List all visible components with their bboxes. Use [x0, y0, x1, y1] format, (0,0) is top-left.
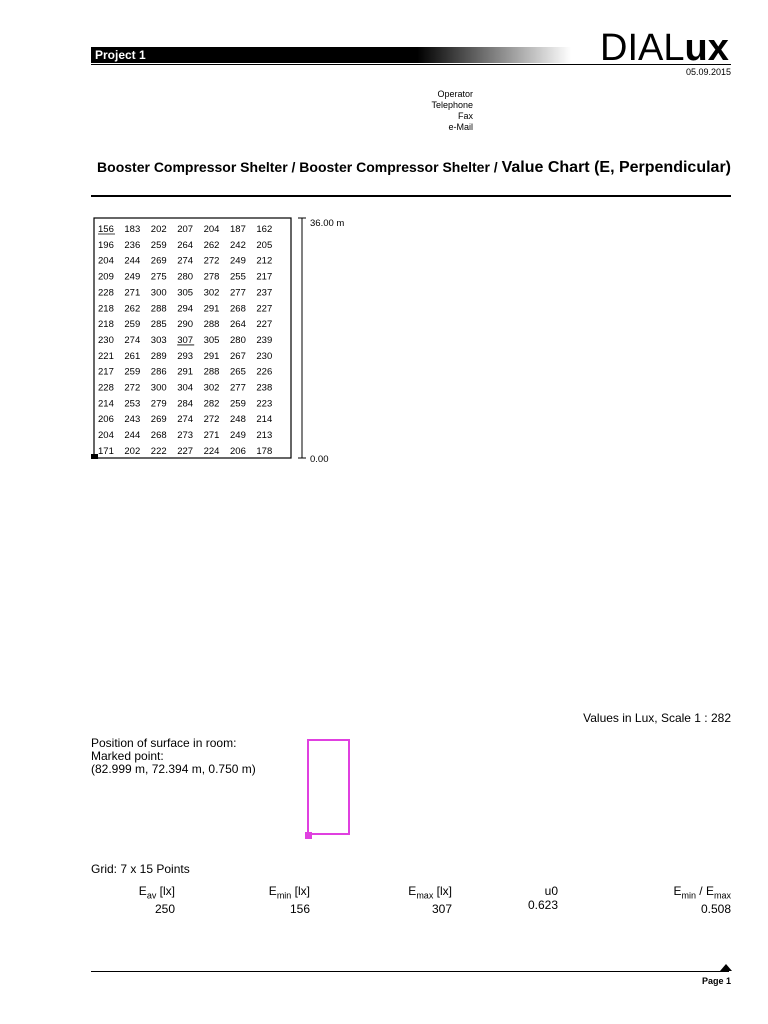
report-date: 05.09.2015	[685, 67, 731, 77]
chart-cell-value: 206	[230, 445, 246, 457]
chart-cell-value: 227	[256, 319, 273, 331]
chart-cell-value: 285	[150, 319, 167, 331]
chart-cell-value: 204	[203, 224, 220, 235]
value-chart	[88, 212, 368, 474]
chart-cell-value: 272	[203, 414, 220, 426]
value-grid	[98, 224, 272, 457]
chart-cell-value: 259	[230, 398, 246, 410]
chart-cell-value: 217	[256, 271, 273, 283]
chart-cell-value: 274	[124, 334, 141, 346]
scale-bottom-label: 0.00	[310, 454, 329, 465]
chart-cell-value: 269	[150, 255, 167, 267]
chart-cell-value: 218	[98, 303, 114, 315]
chart-cell-value: 288	[203, 366, 220, 378]
chart-cell-value: 214	[98, 398, 114, 410]
chart-cell-value: 286	[150, 366, 167, 378]
chart-cell-value: 268	[150, 430, 167, 442]
chart-cell-value: 205	[256, 239, 273, 251]
chart-cell-value: 271	[124, 287, 141, 299]
fax-label: Fax	[457, 111, 473, 121]
chart-cell-value: 280	[177, 271, 194, 283]
title-rule	[91, 195, 731, 197]
stat-emax-value: 307	[431, 902, 452, 917]
position-line-3: (82.999 m, 72.394 m, 0.750 m)	[91, 762, 256, 776]
chart-cell-value: 202	[150, 224, 167, 235]
chart-cell-value: 209	[98, 271, 114, 283]
chart-cell-value: 207	[177, 224, 194, 235]
stat-ratio: $E_{min} / E_{max}$ 0.508	[640, 884, 731, 916]
chart-cell-value: 228	[98, 382, 114, 394]
chart-cell-value: 217	[98, 366, 114, 378]
chart-cell-value: 206	[98, 414, 114, 426]
chart-cell-value: 264	[177, 239, 194, 251]
stat-ratio-value: 0.508	[700, 902, 731, 917]
chart-cell-value: 307	[177, 334, 194, 346]
chart-cell-value: 305	[203, 334, 220, 346]
chart-cell-value: 221	[98, 350, 114, 362]
operator-label: Operator	[437, 89, 473, 99]
chart-cell-value: 274	[177, 414, 194, 426]
stat-emin: $E_{min}$ [lx] 156	[240, 884, 310, 916]
chart-cell-value: 259	[150, 239, 167, 251]
stat-eav-value: 250	[154, 902, 175, 917]
chart-cell-value: 294	[177, 303, 194, 315]
chart-cell-value: 249	[230, 430, 246, 442]
chart-cell-value: 262	[203, 239, 220, 251]
chart-cell-value: 162	[256, 224, 273, 235]
chart-cell-value: 212	[256, 255, 273, 267]
chart-cell-value: 244	[124, 255, 141, 267]
chart-cell-value: 277	[230, 287, 246, 299]
marked-point	[305, 832, 312, 839]
stat-u0-value: 0.623	[527, 898, 558, 912]
chart-cell-value: 262	[124, 303, 141, 315]
chart-cell-value: 243	[124, 414, 141, 426]
chart-cell-value: 264	[230, 319, 246, 331]
stat-emin-value: 156	[289, 902, 310, 917]
chart-cell-value: 218	[98, 319, 114, 331]
dialux-logo: DIALux	[600, 27, 729, 69]
chart-cell-value: 227	[177, 445, 194, 457]
chart-cell-value: 237	[256, 287, 273, 299]
chart-cell-value: 196	[98, 239, 114, 251]
chart-cell-value: 242	[230, 239, 246, 251]
chart-cell-value: 278	[203, 271, 220, 283]
chart-cell-value: 171	[98, 445, 114, 457]
email-label: e-Mail	[448, 122, 473, 132]
scale-top-label: 36.00 m	[310, 218, 345, 229]
chart-cell-value: 204	[98, 430, 114, 442]
contact-block	[380, 89, 473, 133]
chart-cell-value: 244	[124, 430, 141, 442]
chart-cell-value: 291	[177, 366, 194, 378]
chart-cell-value: 277	[230, 382, 246, 394]
chart-cell-value: 302	[203, 287, 220, 299]
stat-eav: $E_{av}$ [lx] 250	[120, 884, 175, 916]
chart-cell-value: 202	[124, 445, 141, 457]
title-prefix: Booster Compressor Shelter / Booster Compressor Shelter /	[97, 159, 498, 175]
footer-marker	[720, 964, 732, 971]
chart-cell-value: 204	[98, 255, 114, 267]
footer-rule	[91, 971, 729, 972]
chart-cell-value: 261	[124, 350, 141, 362]
value-chart-svg	[88, 212, 368, 474]
chart-cell-value: 291	[203, 303, 220, 315]
chart-cell-value: 227	[256, 303, 273, 315]
chart-cell-value: 280	[230, 334, 246, 346]
chart-cell-value: 275	[150, 271, 167, 283]
chart-cell-value: 291	[203, 350, 220, 362]
chart-cell-value: 272	[124, 382, 141, 394]
chart-cell-value: 178	[256, 445, 273, 457]
chart-cell-value: 249	[124, 271, 141, 283]
chart-cell-value: 228	[98, 287, 114, 299]
chart-cell-value: 248	[230, 414, 246, 426]
chart-cell-value: 273	[177, 430, 194, 442]
chart-cell-value: 239	[256, 334, 273, 346]
chart-cell-value: 224	[203, 445, 220, 457]
chart-origin-mark	[91, 454, 98, 459]
chart-cell-value: 222	[150, 445, 167, 457]
chart-cell-value: 230	[256, 350, 273, 362]
chart-cell-value: 238	[256, 382, 273, 394]
header-bar	[91, 47, 571, 63]
chart-cell-value: 300	[150, 287, 167, 299]
chart-cell-value: 274	[177, 255, 194, 267]
chart-cell-value: 289	[150, 350, 167, 362]
chart-cell-value: 253	[124, 398, 141, 410]
chart-cell-value: 267	[230, 350, 246, 362]
chart-cell-value: 304	[177, 382, 194, 394]
chart-cell-value: 279	[150, 398, 167, 410]
chart-cell-value: 213	[256, 430, 273, 442]
position-text	[91, 737, 256, 776]
title-main: Value Chart (E, Perpendicular)	[501, 159, 731, 176]
stat-emax: $E_{max}$ [lx] 307	[380, 884, 452, 916]
chart-cell-value: 156	[98, 224, 114, 235]
position-line-1: Position of surface in room:	[91, 736, 237, 750]
chart-cell-value: 265	[230, 366, 246, 378]
stat-u0: u0 0.623	[500, 884, 558, 912]
chart-cell-value: 272	[203, 255, 220, 267]
scale-note: Values in Lux, Scale 1 : 282	[583, 711, 731, 725]
position-line-2: Marked point:	[91, 749, 164, 763]
chart-cell-value: 284	[177, 398, 194, 410]
telephone-label: Telephone	[431, 100, 473, 110]
chart-cell-value: 300	[150, 382, 167, 394]
chart-cell-value: 259	[124, 319, 141, 331]
chart-cell-value: 249	[230, 255, 246, 267]
page-number: Page 1	[701, 976, 731, 986]
chart-cell-value: 230	[98, 334, 114, 346]
project-title: Project 1	[95, 48, 146, 62]
chart-cell-value: 305	[177, 287, 194, 299]
chart-cell-value: 290	[177, 319, 194, 331]
chart-cell-value: 288	[150, 303, 167, 315]
chart-cell-value: 282	[203, 398, 220, 410]
grid-info: Grid: 7 x 15 Points	[91, 862, 190, 876]
chart-cell-value: 223	[256, 398, 273, 410]
chart-cell-value: 271	[203, 430, 220, 442]
surface-outline	[307, 739, 350, 835]
chart-cell-value: 293	[177, 350, 194, 362]
chart-cell-value: 268	[230, 303, 246, 315]
chart-cell-value: 259	[124, 366, 141, 378]
chart-cell-value: 288	[203, 319, 220, 331]
chart-cell-value: 236	[124, 239, 141, 251]
chart-cell-value: 255	[230, 271, 246, 283]
chart-cell-value: 269	[150, 414, 167, 426]
chart-cell-value: 183	[124, 224, 141, 235]
chart-cell-value: 214	[256, 414, 273, 426]
chart-cell-value: 187	[230, 224, 246, 235]
chart-cell-value: 302	[203, 382, 220, 394]
page-title	[91, 157, 731, 178]
chart-cell-value: 303	[150, 334, 167, 346]
chart-cell-value: 226	[256, 366, 273, 378]
